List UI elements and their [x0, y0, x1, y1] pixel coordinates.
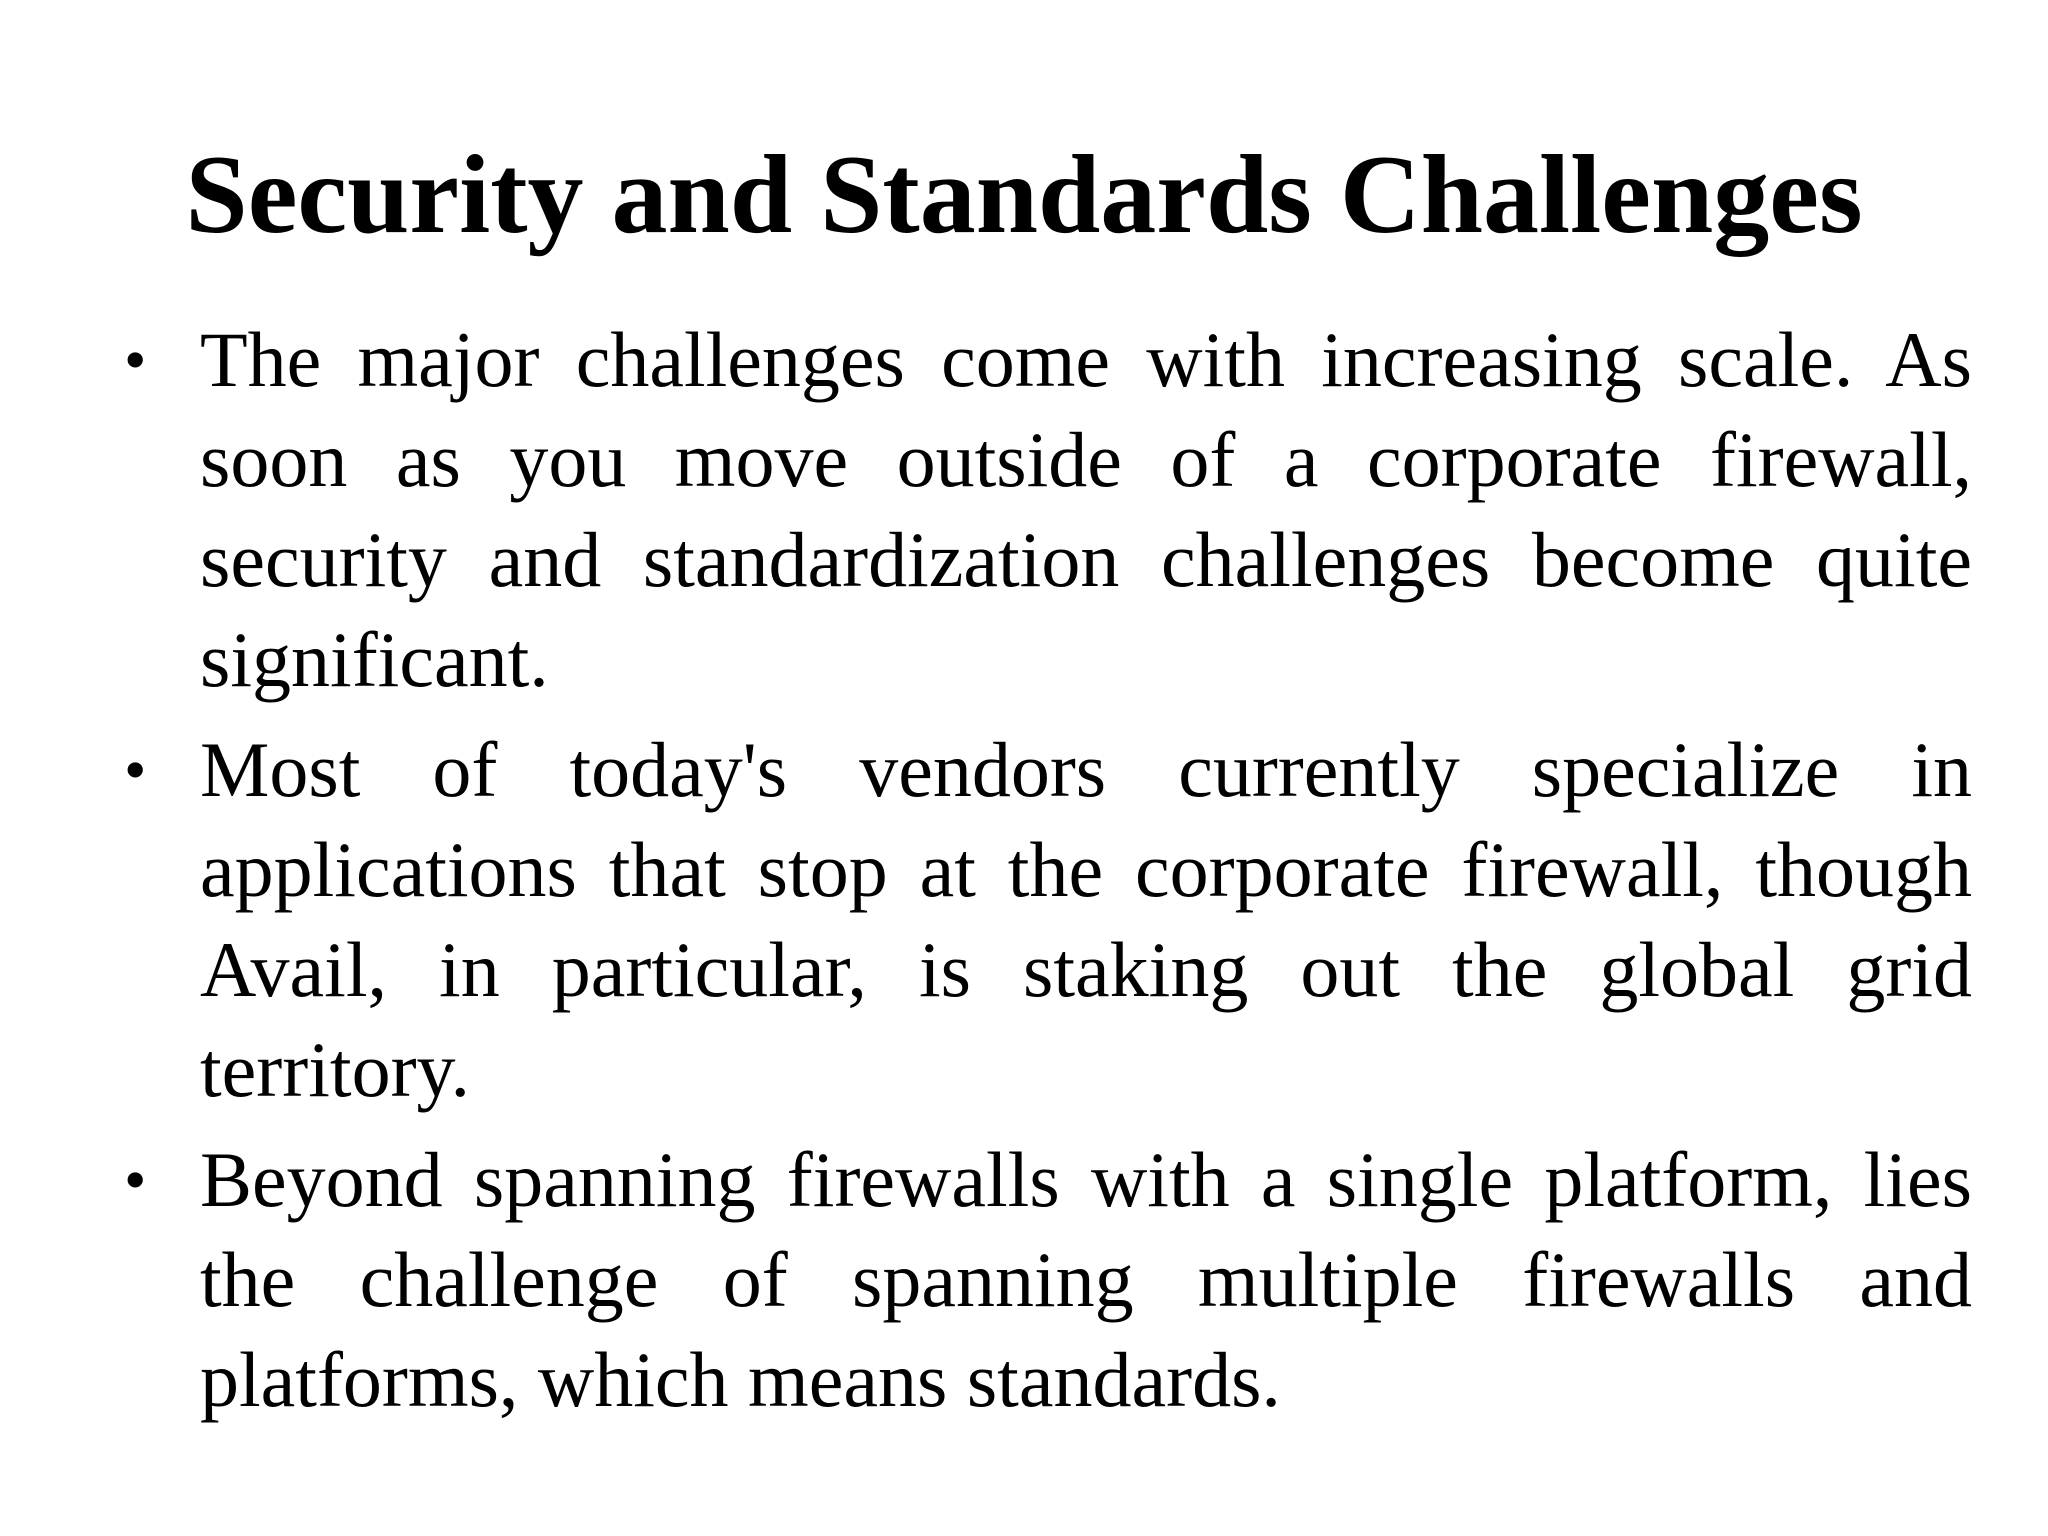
slide-title: Security and Standards Challenges — [185, 133, 1863, 257]
bullet-text: The major challenges come with increasing scale. As soon as you move outside of a corporate firewall, security and standardization challenges become quite significant. — [200, 316, 1972, 703]
bullet-item — [120, 310, 1972, 710]
bullet-text: Most of today's vendors currently specialize in applications that stop at the corporate firewall, though Avail, in particular, is staking out the global grid territory. — [200, 726, 1972, 1113]
bullet-icon: • — [124, 734, 147, 805]
bullet-icon: • — [124, 324, 147, 395]
bullet-icon: • — [124, 1144, 147, 1215]
bullet-item — [120, 720, 1972, 1120]
bullet-list — [120, 310, 1972, 1440]
bullet-item — [120, 1130, 1972, 1430]
bullet-text: Beyond spanning firewalls with a single platform, lies the challenge of spanning multiple firewalls and platforms, which means standards. — [200, 1136, 1972, 1423]
